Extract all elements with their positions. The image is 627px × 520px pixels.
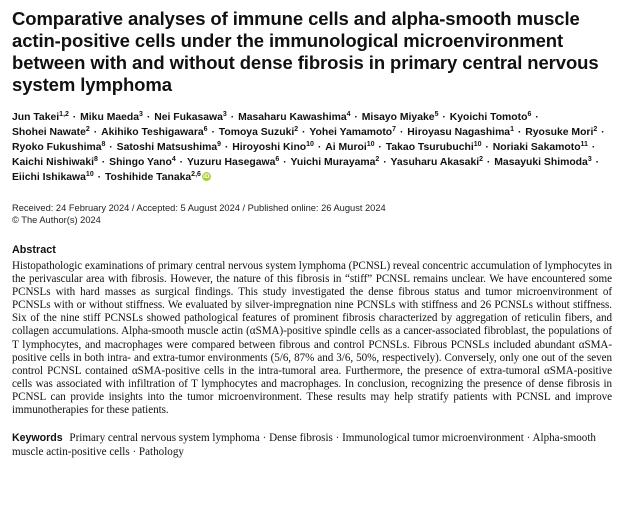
author-name[interactable] — [12, 127, 90, 138]
author-separator: · — [598, 127, 605, 138]
author-name-text: Miku Maeda — [80, 112, 140, 123]
author-name[interactable] — [450, 112, 532, 123]
author-separator: · — [314, 142, 325, 153]
author-separator: · — [397, 127, 407, 138]
author-name-text: Takao Tsurubuchi — [385, 142, 474, 153]
author-separator: · — [351, 112, 361, 123]
author-name[interactable] — [12, 142, 105, 153]
abstract-body: Histopathologic examinations of primary central nervous system lymphoma (PCNSL) reveal concentric accumulation of lymphocytes in the perivascular area with fibrosis. However, the nature of this fibrosis in “stiff” PCNSL remains unclear. We have encountered some PCNSLs with hard masses as surgical findings. This study investigated the dense fibrous status and tumor microenvironment of PCNSLs with or without stiffness. We evaluated by silver-impregnation nine PCNSLs with stiffness and 26 PCNSLs without stiffness. Six of the nine stiff PCNSLs showed pathological features of prominent fibrosis characterized by aggregation of reticulin fibers, and collagen accumulations. Alpha-smooth muscle actin (αSMA)-positive spindle cells as a cancer-associated fibroblast, the populations of T lymphocytes, and macrophages were compared between fibrous and control PCNSLs. Fibrous PCNSLs included abundant αSMA-positive cells in both intra- and extra-tumor environments (5/6, 87% and 3/6, 50%, respectively). Conversely, only one out of the seven control PCNSL contained αSMA-positive cells in the intra-tumoral area. Furthermore, the presence of extra-tumoral αSMA-positive cells was associated with infiltration of T lymphocytes and macrophages. In conclusion, recognizing the presence of dense fibrosis in PCNSL can provide insights into the tumor microenvironment. These results may help stratify patients with PCNSL and improve immunotherapies for these patients. — [12, 260, 612, 417]
author-separator: · — [380, 157, 390, 168]
author-name[interactable] — [391, 157, 483, 168]
author-name[interactable] — [154, 112, 227, 123]
author-affiliation: 6 — [203, 126, 208, 133]
author-name-text: Kyoichi Tomoto — [449, 112, 528, 123]
author-affiliation: 6 — [275, 156, 280, 163]
keywords-label: Keywords — [12, 432, 63, 445]
author-affiliation: 3 — [139, 111, 143, 118]
keywords-section — [12, 432, 612, 459]
author-name[interactable] — [187, 157, 279, 168]
author-name[interactable] — [493, 142, 588, 153]
article-page — [12, 8, 612, 459]
author-name-text: Akihiko Teshigawara — [101, 127, 204, 138]
author-affiliation: 5 — [434, 111, 439, 118]
author-name-text: Misayo Miyake — [361, 112, 435, 123]
author-separator: · — [375, 142, 385, 153]
author-separator: · — [592, 157, 600, 168]
author-separator: · — [227, 112, 238, 123]
author-separator: · — [98, 157, 109, 168]
author-separator: · — [176, 157, 187, 168]
author-separator: · — [588, 142, 596, 153]
author-affiliation: 9 — [217, 141, 222, 148]
author-name-text: Masaharu Kawashima — [238, 112, 347, 123]
author-affiliation: 2 — [593, 126, 598, 133]
dates-line: Received: 24 February 2024 / Accepted: 5 August 2024 / Published online: 26 August 2024 — [12, 203, 386, 213]
orcid-icon[interactable]: iD — [203, 173, 210, 180]
author-name-text: Satoshi Matsushima — [116, 142, 218, 153]
author-name[interactable] — [238, 112, 350, 123]
author-name[interactable] — [109, 157, 176, 168]
author-name[interactable] — [362, 112, 439, 123]
author-affiliation: 2,6 — [191, 171, 201, 178]
author-affiliation: 1,2 — [59, 111, 69, 118]
author-name[interactable] — [117, 142, 221, 153]
author-name[interactable] — [232, 142, 314, 153]
author-name-text: Noriaki Sakamoto — [492, 142, 581, 153]
author-affiliation: 3 — [587, 156, 592, 163]
author-name[interactable] — [325, 142, 374, 153]
author-name[interactable] — [309, 127, 396, 138]
author-name[interactable] — [219, 127, 298, 138]
abstract-heading: Abstract — [12, 244, 56, 256]
author-separator: · — [482, 142, 492, 153]
author-affiliation: 11 — [580, 141, 588, 148]
author-affiliation: 1 — [510, 126, 514, 133]
author-name[interactable] — [407, 127, 514, 138]
author-name-text: Shohei Nawate — [12, 127, 86, 138]
keywords-list: Primary central nervous system lymphoma · Dense fibrosis · Immunological tumor microenvironment · Alpha-smooth muscle actin-positive cells · Pathology — [12, 432, 596, 458]
author-name-text: Yuichi Murayama — [290, 157, 376, 168]
author-name-text: Yuzuru Hasegawa — [187, 157, 276, 168]
author-name-text: Toshihide Tanaka — [104, 172, 192, 183]
author-name[interactable] — [12, 112, 69, 123]
copyright-line: © The Author(s) 2024 — [12, 215, 101, 225]
author-name-text: Hiroyoshi Kino — [232, 142, 307, 153]
author-name[interactable] — [12, 172, 94, 183]
author-affiliation: 10 — [473, 141, 482, 148]
author-affiliation: 6 — [527, 111, 532, 118]
author-name-text: Yasuharu Akasaki — [390, 157, 480, 168]
author-separator: · — [106, 142, 116, 153]
author-affiliation: 8 — [101, 141, 106, 148]
author-affiliation: 10 — [366, 141, 375, 148]
author-name[interactable] — [494, 157, 591, 168]
author-separator: · — [280, 157, 290, 168]
author-affiliation: 3 — [222, 111, 227, 118]
author-separator: · — [299, 127, 309, 138]
author-affiliation: 7 — [392, 126, 397, 133]
author-name[interactable] — [12, 157, 98, 168]
author-affiliation: 2 — [375, 156, 380, 163]
author-name-text: Nei Fukasawa — [154, 112, 223, 123]
author-separator: · — [439, 112, 449, 123]
author-separator: · — [90, 127, 101, 138]
author-name[interactable] — [525, 127, 597, 138]
author-separator: · — [515, 127, 525, 138]
author-affiliation: 2 — [294, 126, 299, 133]
author-name-text: Eiichi Ishikawa — [12, 172, 86, 183]
author-separator: · — [143, 112, 154, 123]
author-separator: · — [208, 127, 218, 138]
author-list — [12, 110, 612, 185]
author-affiliation: 4 — [171, 156, 176, 163]
author-name-text: Shingo Yano — [109, 157, 172, 168]
author-name[interactable] — [105, 172, 211, 183]
author-affiliation: 10 — [306, 141, 314, 148]
author-name[interactable] — [101, 127, 208, 138]
publication-dates — [12, 202, 612, 226]
author-separator: · — [69, 112, 80, 123]
author-name-text: Ai Muroi — [325, 142, 367, 153]
author-name-text: Ryosuke Mori — [525, 127, 594, 138]
author-separator: · — [484, 157, 494, 168]
author-separator: · — [532, 112, 539, 123]
author-name[interactable] — [386, 142, 482, 153]
author-name-text: Ryoko Fukushima — [12, 142, 102, 153]
author-name-text: Masayuki Shimoda — [494, 157, 588, 168]
author-name[interactable] — [80, 112, 143, 123]
article-title: Comparative analyses of immune cells and alpha-smooth muscle actin-positive cells under the immunological microenvironment between with and without dense fibrosis in primary central nervous system lymphoma — [12, 8, 599, 95]
author-affiliation: 2 — [85, 126, 90, 133]
author-name-text: Hiroyasu Nagashima — [407, 127, 511, 138]
author-name-text: Kaichi Nishiwaki — [12, 157, 94, 168]
author-separator: · — [222, 142, 232, 153]
author-name-text: Tomoya Suzuki — [218, 127, 295, 138]
author-name-text: Jun Takei — [12, 112, 60, 123]
author-separator: · — [94, 172, 104, 183]
author-name[interactable] — [291, 157, 380, 168]
author-name-text: Yohei Yamamoto — [309, 127, 393, 138]
author-affiliation: 4 — [346, 111, 351, 118]
author-affiliation: 8 — [94, 156, 98, 163]
author-affiliation: 2 — [479, 156, 484, 163]
author-affiliation: 10 — [85, 171, 94, 178]
